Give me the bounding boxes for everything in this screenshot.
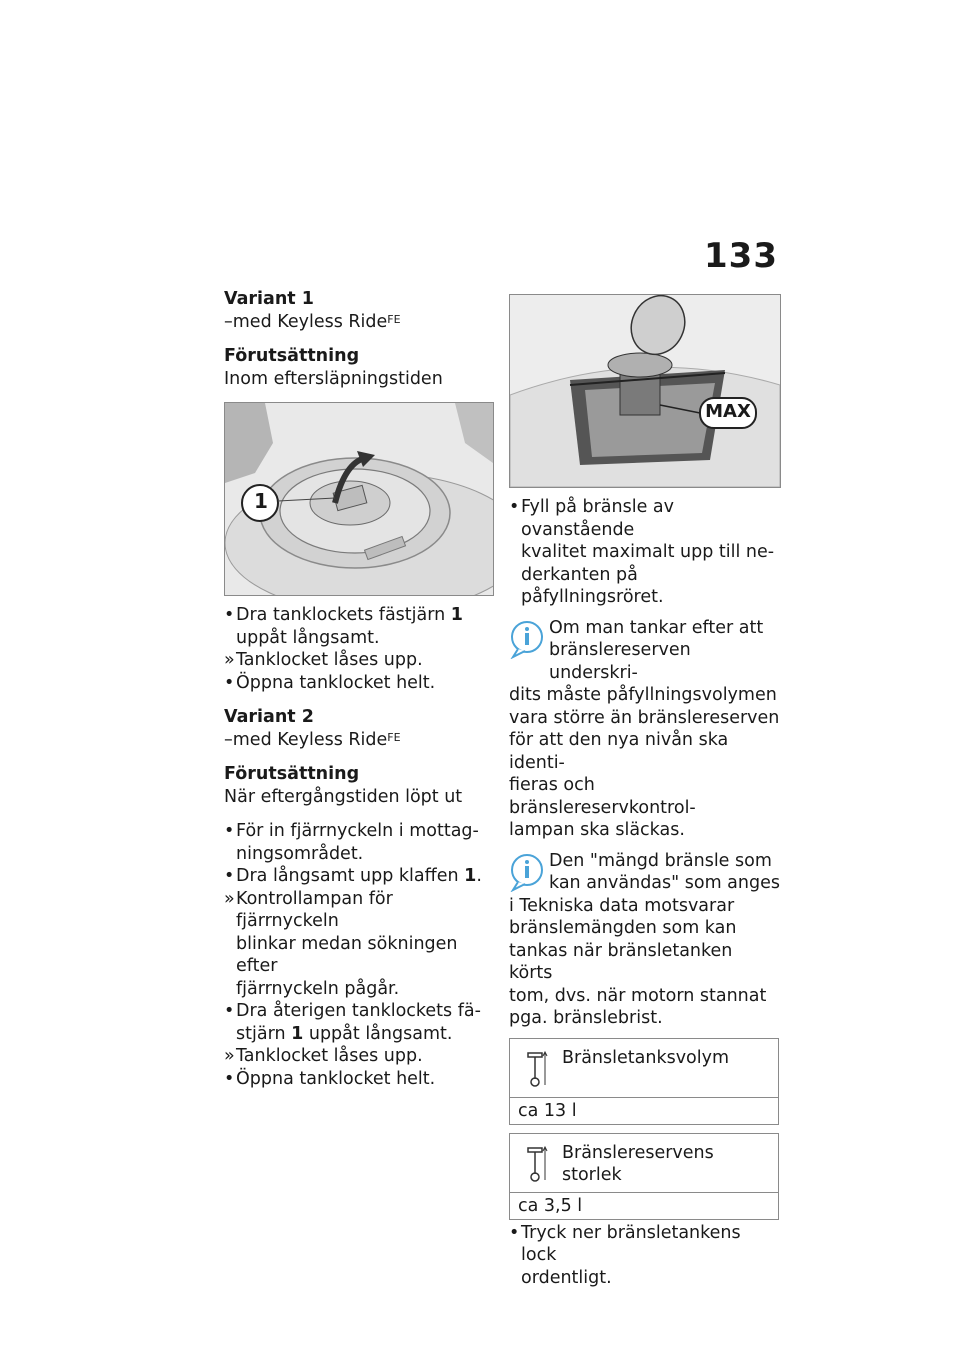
right-column [509, 294, 781, 1289]
info-icon [509, 852, 545, 892]
variant2-subtitle: –med Keyless Ride$^{FE}$ [224, 729, 401, 750]
info-note-reserve [509, 617, 781, 842]
info2-line: bränslemängden som kan [509, 918, 737, 938]
condition1-title: Förutsättning [224, 346, 360, 366]
info1-line: för att den nya nivån ska identi- [509, 730, 729, 773]
condition2-text: När eftergångstiden löpt ut [224, 786, 463, 807]
step-close [509, 1222, 781, 1290]
list-item: • Fyll på bränsle av ovanstående kvalitet maximalt upp till ne- derkanten på påfyllningsröret. [509, 497, 775, 607]
info2-line: pga. bränslebrist. [509, 1008, 663, 1028]
info1-line: fieras och bränslereservkontrol- [509, 775, 696, 818]
info-note-usable-fuel [509, 850, 781, 1030]
fuel-volume-icon [526, 1144, 548, 1184]
info2-line: tankas när bränsletanken körts [509, 940, 733, 983]
steps-variant1 [224, 604, 496, 694]
variant1-title: Variant 1 [224, 289, 314, 309]
condition1-text: Inom eftersläpningstiden [224, 368, 443, 389]
condition2-title: Förutsättning [224, 764, 360, 784]
info1-line: bränslereserven underskri- [549, 640, 691, 683]
list-item: » Tanklocket låses upp. [224, 1046, 423, 1066]
info2-line: tom, dvs. när motorn stannat [509, 985, 767, 1006]
list-item: • Öppna tanklocket helt. [224, 672, 436, 693]
list-item: • Dra återigen tanklockets fä- stjärn 1 uppåt långsamt. [224, 1001, 481, 1044]
info2-line: i Tekniska data motsvarar [509, 895, 735, 916]
info1-line: lampan ska släckas. [509, 820, 685, 840]
figure1-callout: 1 [254, 489, 268, 513]
reserve-value: ca 3,5 l [518, 1195, 583, 1216]
info2-line: kan användas" som anges [549, 873, 780, 893]
page-number: 133 [704, 236, 778, 276]
list-item: • Öppna tanklocket helt. [224, 1068, 436, 1089]
list-item: • Tryck ner bränsletankens lock ordentligt. [509, 1222, 741, 1288]
list-item: • Dra tanklockets fästjärn 1 uppåt långsamt. [224, 605, 463, 648]
tank-volume-value: ca 13 l [518, 1100, 577, 1121]
left-column [224, 288, 496, 1090]
step-fill [509, 496, 781, 609]
info-icon [509, 619, 545, 659]
variant1-subtitle: –med Keyless Ride$^{FE}$ [224, 311, 401, 332]
spec-table-reserve [509, 1133, 779, 1220]
variant2-title: Variant 2 [224, 707, 314, 727]
reserve-label: Bränslereservens storlek [562, 1142, 714, 1185]
max-label: MAX [705, 401, 751, 422]
figure-fuel-filler-max [509, 294, 781, 488]
fuel-volume-icon [526, 1049, 548, 1089]
tank-volume-label: Bränsletanksvolym [562, 1047, 730, 1068]
info1-line: dits måste påfyllningsvolymen [509, 685, 777, 705]
fuel-filler-illustration [510, 295, 780, 487]
info1-line: Om man tankar efter att [549, 617, 764, 638]
figure-tank-cap-lever [224, 402, 494, 596]
steps-variant2 [224, 820, 496, 1090]
list-item: • För in fjärrnyckeln i mottag- ningsområdet. [224, 821, 479, 864]
info1-line: vara större än bränslereserven [509, 707, 780, 728]
info2-line: Den "mängd bränsle som [549, 850, 772, 871]
list-item: » Kontrollampan för fjärrnyckeln blinkar medan sökningen efter fjärrnyckeln pågår. [224, 888, 458, 999]
list-item: » Tanklocket låses upp. [224, 650, 423, 670]
list-item: • Dra långsamt upp klaffen 1. [224, 866, 482, 886]
spec-table-tank-volume [509, 1038, 779, 1125]
